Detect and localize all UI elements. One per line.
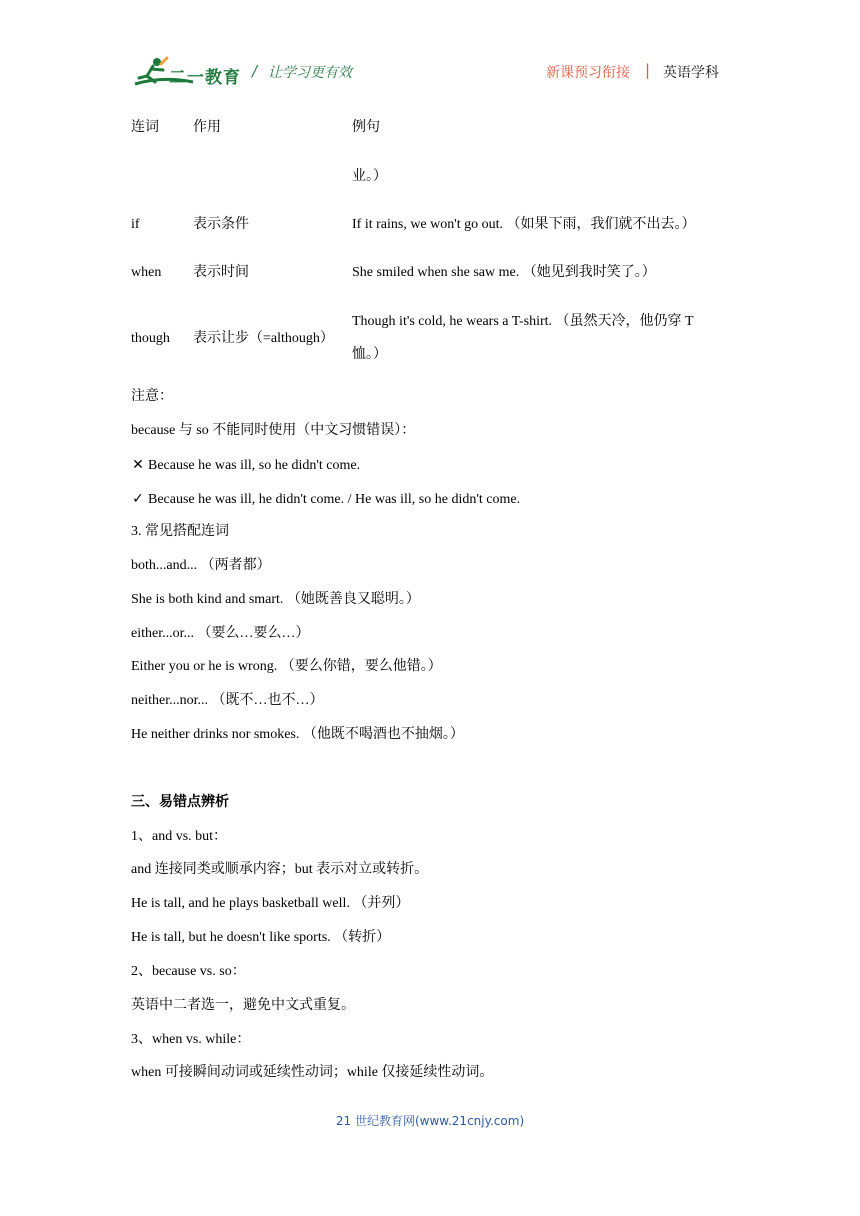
table-header-use: 作用 (193, 120, 221, 135)
section-3-line: 1、and vs. but： (131, 829, 228, 844)
right-example (131, 490, 520, 509)
pairs-line: both...and... （两者都） (131, 558, 271, 573)
header-course-label: 新课预习衔接 (546, 65, 630, 81)
pairs-line: Either you or he is wrong. （要么你错，要么他错。） (131, 659, 442, 674)
note-title: 注意： (131, 389, 173, 404)
section-3-line: when 可接瞬间动词或延续性动词；while 仅接延续性动词。 (131, 1065, 494, 1080)
table-row-example: If it rains, we won't go out. （如果下雨，我们就不出去。） (352, 217, 696, 232)
table-row-use: 表示让步（=although） (193, 331, 334, 346)
wrong-example (131, 456, 360, 475)
table-row-example: Though it's cold, he wears a T-shirt. （虽然天冷，他仍穿 T (352, 314, 694, 329)
section-3-line: 英语中二者选一，避免中文式重复。 (131, 998, 355, 1013)
pairs-line: neither...nor... （既不…也不…） (131, 693, 324, 708)
header-separator: | (645, 61, 651, 79)
section-3-line: and 连接同类或顺承内容；but 表示对立或转折。 (131, 862, 429, 877)
section-3-line: He is tall, but he doesn't like sports. （转折） (131, 930, 391, 945)
pairs-title: 3. 常见搭配连词 (131, 524, 229, 539)
pairs-line: She is both kind and smart. （她既善良又聪明。） (131, 592, 420, 607)
table-continuation: 业。） (352, 169, 387, 184)
table-header-example: 例句 (352, 120, 380, 135)
table-row-word: though (131, 331, 170, 346)
section-3-line: He is tall, and he plays basketball well. （并列） (131, 896, 410, 911)
check-icon: ✓ (132, 491, 144, 507)
cross-icon: ✕ (132, 457, 144, 473)
table-row-use: 表示时间 (193, 265, 249, 280)
note-rule: because 与 so 不能同时使用（中文习惯错误）： (131, 423, 416, 438)
header-subject-label: 英语学科 (663, 65, 719, 81)
right-example-text: Because he was ill, he didn't come. / He was ill, so he didn't come. (148, 492, 521, 507)
wrong-example-text: Because he was ill, so he didn't come. (148, 458, 361, 473)
table-row-word: if (131, 217, 140, 232)
page-footer: 21 世纪教育网(www.21cnjy.com) (335, 1114, 525, 1128)
pairs-line: either...or... （要么…要么…） (131, 626, 310, 641)
section-3-line: 3、when vs. while： (131, 1032, 251, 1047)
table-row-word: when (131, 265, 162, 280)
table-header-word: 连词 (131, 120, 159, 135)
header-slogan: 让学习更有效 (268, 65, 352, 81)
section-3-line: 2、because vs. so： (131, 964, 246, 979)
table-row-example: She smiled when she saw me. （她见到我时笑了。） (352, 265, 656, 280)
table-row-example-cont: 恤。） (352, 347, 387, 362)
logo-text: 二一教育 (169, 68, 241, 88)
pairs-line: He neither drinks nor smokes. （他既不喝酒也不抽烟。） (131, 727, 464, 742)
header-slash: / (252, 62, 258, 80)
table-row-use: 表示条件 (193, 217, 249, 232)
page-header (0, 0, 860, 100)
section-3-title: 三、易错点辨析 (131, 795, 229, 810)
